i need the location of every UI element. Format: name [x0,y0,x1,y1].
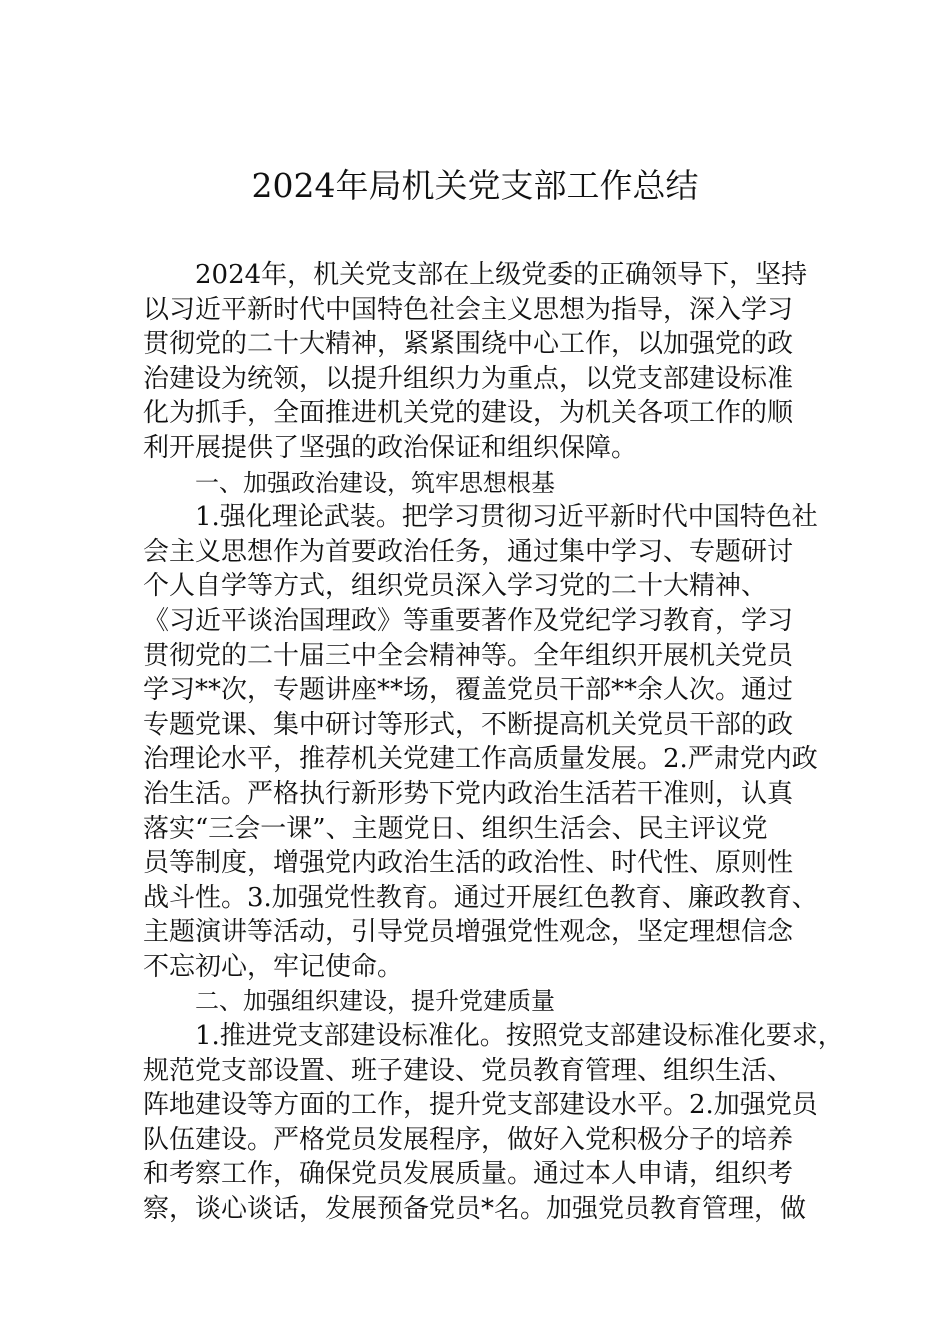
paragraph-line: 利开展提供了坚强的政治保证和组织保障。 [143,432,638,463]
paragraph-line: 会主义思想作为首要政治任务，通过集中学习、专题研讨 [143,536,794,567]
paragraph-line: 不忘初心，牢记使命。 [143,951,404,982]
paragraph-line: 察，谈心谈话，发展预备党员*名。加强党员教育管理，做 [143,1194,807,1225]
document-body [143,258,844,1227]
paragraph-line: 治建设为统领，以提升组织力为重点，以党支部建设标准 [143,363,794,394]
paragraph-line: 阵地建设等方面的工作，提升党支部建设水平。2.加强党员 [143,1090,818,1121]
paragraph-line: 贯彻党的二十大精神，紧紧围绕中心工作，以加强党的政 [143,329,794,360]
paragraph-line: 治生活。严格执行新形势下党内政治生活若干准则，认真 [143,778,794,809]
paragraph-line: 贯彻党的二十届三中全会精神等。全年组织开展机关党员 [143,640,794,671]
paragraph-line: 《习近平谈治国理政》等重要著作及党纪学习教育，学习 [143,605,794,636]
paragraph-line: 规范党支部设置、班子建设、党员教育管理、组织生活、 [143,1055,794,1086]
paragraph-line: 队伍建设。严格党员发展程序，做好入党积极分子的培养 [143,1124,794,1155]
paragraph-line: 个人自学等方式，组织党员深入学习党的二十大精神、 [143,571,768,602]
paragraph-line: 和考察工作，确保党员发展质量。通过本人申请，组织考 [143,1159,794,1190]
paragraph-line: 主题演讲等活动，引导党员增强党性观念，坚定理想信念 [143,917,794,948]
document-title: 2024年局机关党支部工作总结 [251,166,699,205]
section-heading-1: 一、加强政治建设，筑牢思想根基 [195,468,555,497]
paragraph-line: 2024年，机关党支部在上级党委的正确领导下，坚持 [195,260,808,290]
paragraph-line: 员等制度，增强党内政治生活的政治性、时代性、原则性 [143,848,794,879]
paragraph-line: 1.强化理论武装。把学习贯彻习近平新时代中国特色社 [195,502,818,533]
paragraph-line: 1.推进党支部建设标准化。按照党支部建设标准化要求， [195,1021,844,1052]
paragraph-line: 治理论水平，推荐机关党建工作高质量发展。2.严肃党内政 [143,744,818,775]
paragraph-line: 化为抓手，全面推进机关党的建设，为机关各项工作的顺 [143,398,794,429]
paragraph-line: 以习近平新时代中国特色社会主义思想为指导，深入学习 [143,294,794,325]
paragraph-line: 专题党课、集中研讨等形式，不断提高机关党员干部的政 [143,709,794,740]
paragraph-line: 落实“三会一课”、主题党日、组织生活会、民主评议党 [143,813,768,844]
paragraph-line: 学习**次，专题讲座**场，覆盖党员干部**余人次。通过 [143,675,794,706]
paragraph-line: 战斗性。3.加强党性教育。通过开展红色教育、廉政教育、 [143,882,818,913]
section-heading-2: 二、加强组织建设，提升党建质量 [195,987,555,1016]
